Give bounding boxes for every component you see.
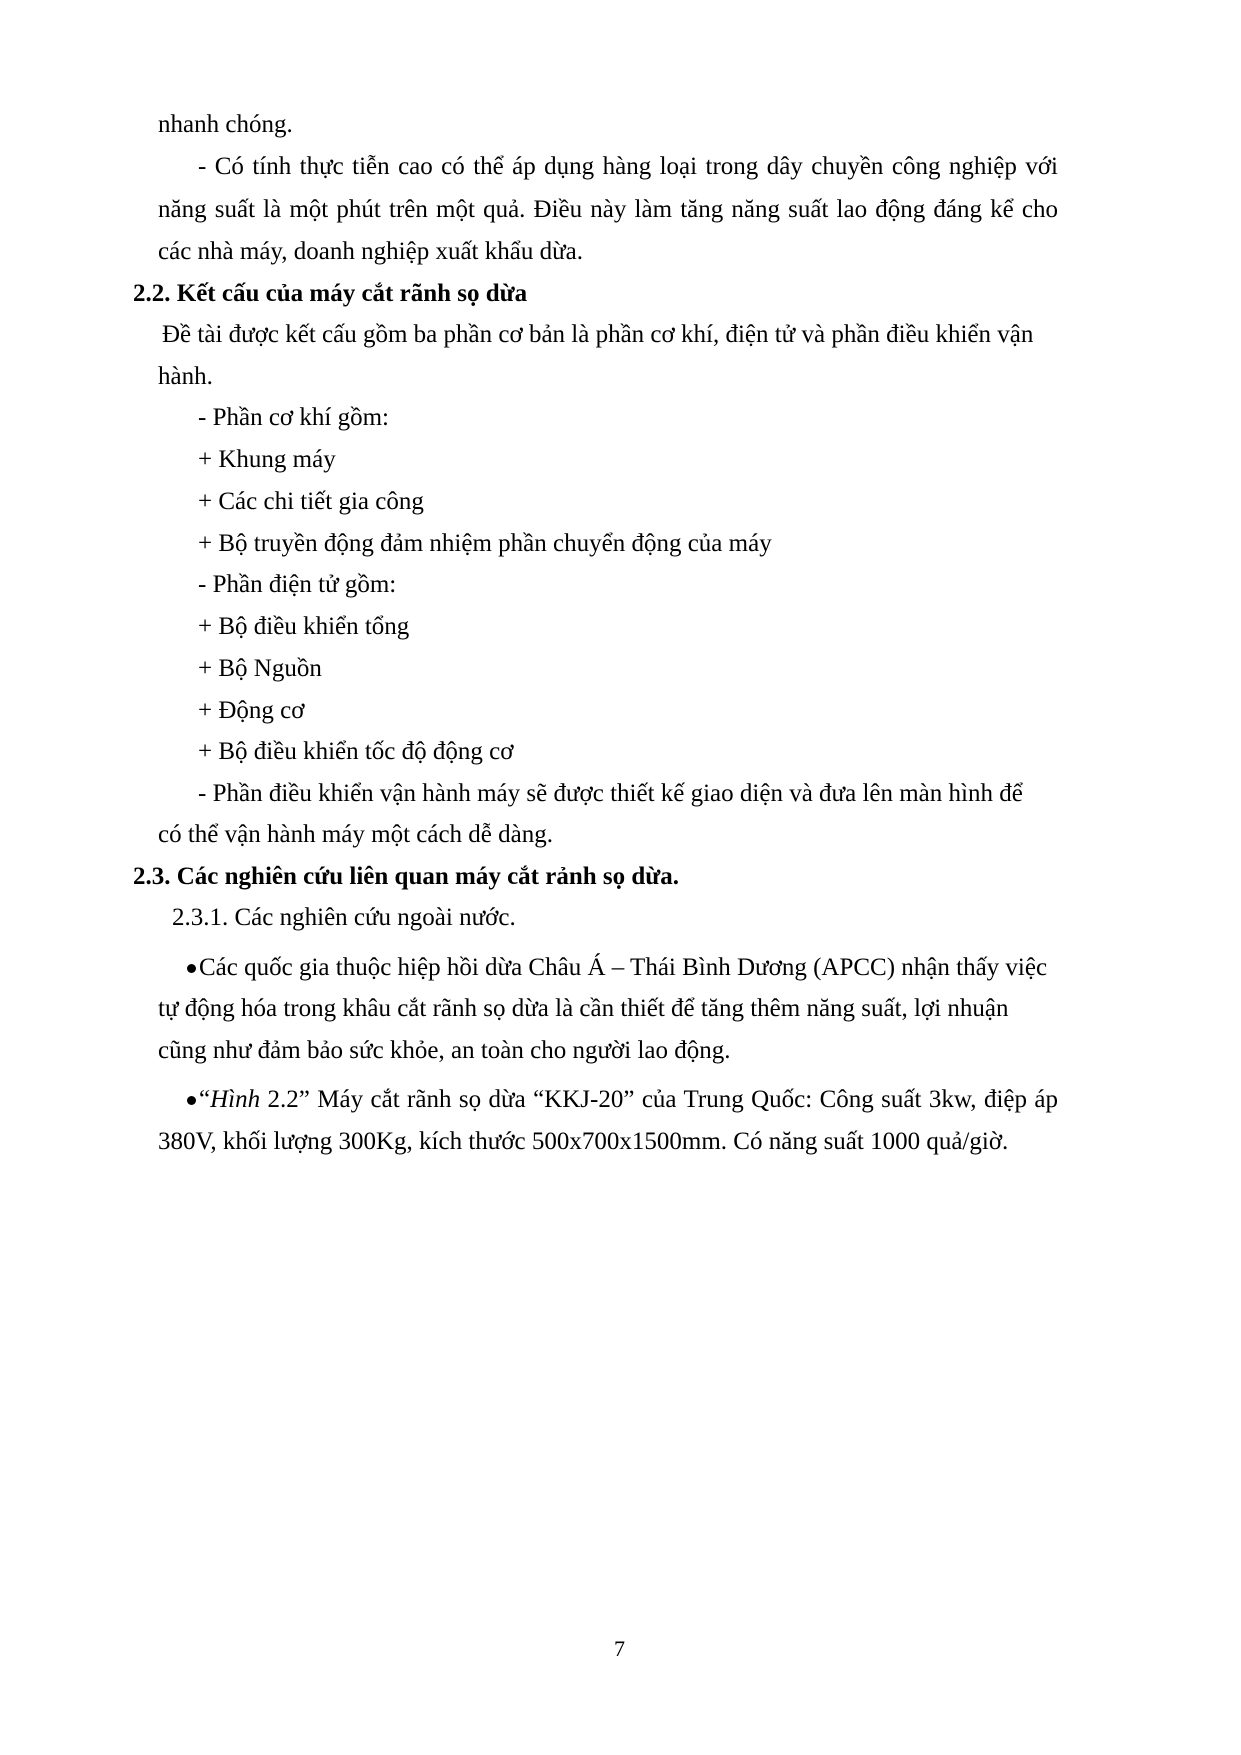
list-label-mechanical: - Phần cơ khí gồm: (198, 404, 389, 431)
paragraph-line: cũng như đảm bảo sức khỏe, an toàn cho người lao động. (158, 1037, 731, 1064)
paragraph-line: có thể vận hành máy một cách dễ dàng. (158, 821, 553, 848)
list-item: + Khung máy (198, 446, 336, 473)
list-item: + Bộ truyền động đảm nhiệm phần chuyển động của máy (198, 530, 772, 557)
paragraph-line: các nhà máy, doanh nghiệp xuất khẩu dừa. (158, 238, 583, 265)
list-item: + Bộ điều khiển tốc độ động cơ (198, 738, 514, 765)
paragraph-line: nhanh chóng. (158, 111, 293, 138)
figure-reference: Hình (210, 1086, 261, 1113)
paragraph-line: tự động hóa trong khâu cắt rãnh sọ dừa là cần thiết để tăng thêm năng suất, lợi nhuận (158, 995, 1009, 1022)
paragraph-line: - Có tính thực tiễn cao có thể áp dụng hàng loại trong dây chuyền công nghiệp với (198, 153, 1058, 180)
list-item: + Động cơ (198, 697, 305, 724)
list-item: + Bộ điều khiển tổng (198, 613, 410, 640)
subsection-heading-2-3-1: 2.3.1. Các nghiên cứu ngoài nước. (172, 904, 516, 931)
section-heading-2-2: 2.2. Kết cấu của máy cắt rãnh sọ dừa (133, 280, 528, 307)
bullet-icon (187, 1096, 196, 1105)
paragraph-line: Đề tài được kết cấu gồm ba phần cơ bản là phần cơ khí, điện tử và phần điều khiển vận (162, 321, 1034, 348)
paragraph-line: năng suất là một phút trên một quả. Điều này làm tăng năng suất lao động đáng kể cho (158, 196, 1058, 223)
list-label-electronic: - Phần điện tử gồm: (198, 571, 397, 598)
bullet-line: Các quốc gia thuộc hiệp hồi dừa Châu Á – Thái Bình Dương (APCC) nhận thấy việc (187, 953, 1021, 983)
page-number: 7 (614, 1636, 625, 1661)
list-item: + Các chi tiết gia công (198, 488, 424, 515)
section-heading-2-3: 2.3. Các nghiên cứu liên quan máy cắt rảnh sọ dừa. (133, 863, 680, 890)
bullet-line: “Hình 2.2” Máy cắt rãnh sọ dừa “KKJ-20” của Trung Quốc: Công suất 3kw, điệp áp (187, 1085, 1058, 1115)
paragraph-line: 380V, khối lượng 300Kg, kích thước 500x700x1500mm. Có năng suất 1000 quả/giờ. (158, 1128, 1009, 1155)
paragraph-line: - Phần điều khiển vận hành máy sẽ được thiết kế giao diện và đưa lên màn hình để (198, 780, 1023, 807)
paragraph-line: hành. (158, 363, 213, 390)
bullet-icon (187, 964, 196, 973)
list-item: + Bộ Nguồn (198, 655, 322, 682)
